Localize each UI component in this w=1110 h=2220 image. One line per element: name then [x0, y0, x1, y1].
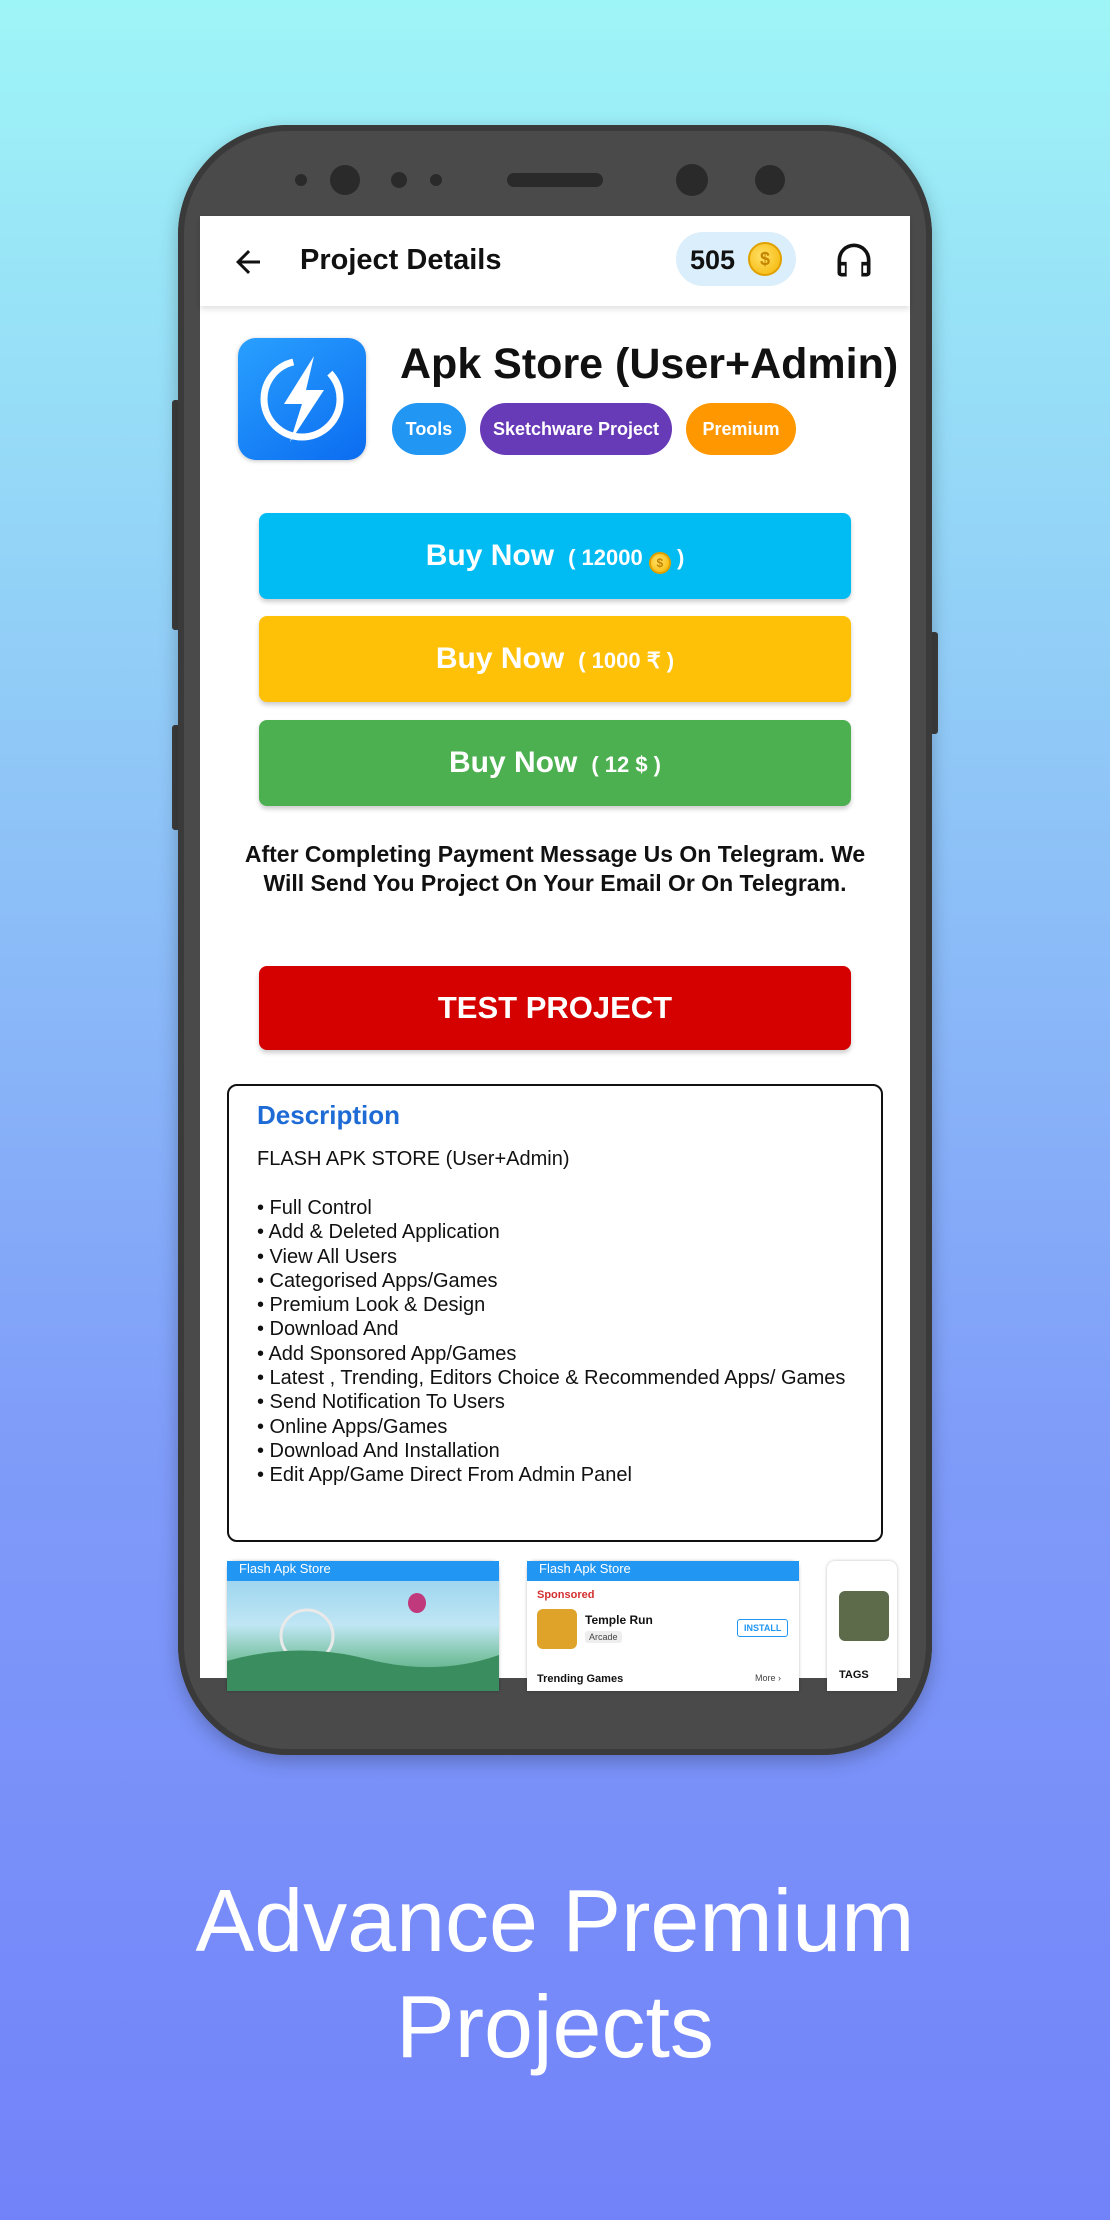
- app-logo: [238, 338, 366, 460]
- coin-icon: $: [748, 242, 782, 276]
- feature-item: • Edit App/Game Direct From Admin Panel: [257, 1464, 632, 1487]
- description-heading: Description: [257, 1100, 401, 1130]
- feature-item: • Download And Installation: [257, 1439, 500, 1462]
- headset-support-icon[interactable]: [832, 238, 876, 282]
- feature-item: • Download And: [257, 1318, 399, 1341]
- buy-price: ( 12 $ ): [591, 752, 662, 777]
- buy-label: Buy Now: [435, 642, 565, 675]
- feature-item: • Premium Look & Design: [257, 1294, 486, 1317]
- more-link: More ›: [755, 1673, 782, 1683]
- buy-price: [568, 545, 684, 570]
- screenshot-appbar: Flash Apk Store: [227, 1561, 499, 1581]
- back-arrow-icon[interactable]: [230, 244, 266, 280]
- feature-item: • View All Users: [257, 1245, 398, 1268]
- app-category: Arcade: [585, 1631, 622, 1643]
- screenshot-thumbnail[interactable]: [827, 1561, 897, 1691]
- feature-list: [257, 1196, 857, 1488]
- app-bar: [200, 216, 910, 306]
- buy-price-suffix: ): [676, 545, 685, 570]
- screenshot-thumbnail[interactable]: [527, 1561, 799, 1691]
- lightning-logo-icon: [238, 338, 366, 460]
- test-project-button[interactable]: TEST PROJECT: [259, 966, 851, 1050]
- sensor-dot: [430, 174, 442, 186]
- front-camera-icon: [330, 165, 360, 195]
- description-card: [227, 1084, 883, 1542]
- tags-label: TAGS: [839, 1669, 869, 1681]
- project-name: Apk Store (User+Admin): [400, 340, 899, 388]
- caption-line: Projects: [396, 1977, 714, 2076]
- page-title: Project Details: [300, 244, 502, 276]
- payment-note: After Completing Payment Message Us On Telegram. We Will Send You Project On Your Email Or On Telegram.: [244, 841, 866, 896]
- buy-rupee-button[interactable]: [259, 616, 851, 702]
- buy-label: Buy Now: [425, 539, 555, 572]
- app-name: Temple Run: [585, 1613, 653, 1627]
- buy-price: ( 1000 ₹ ): [578, 648, 675, 673]
- app-screen: [200, 216, 910, 1685]
- game-icon: [839, 1591, 889, 1641]
- caption-line: Advance Premium: [195, 1871, 915, 1970]
- buy-coins-button[interactable]: [259, 513, 851, 599]
- coin-count: 505: [690, 245, 736, 275]
- feature-item: • Add Sponsored App/Games: [257, 1342, 517, 1365]
- sensor-dot: [391, 172, 407, 188]
- screenshot-thumbnail[interactable]: [227, 1561, 499, 1691]
- game-banner-image: [227, 1581, 499, 1691]
- feature-item: • Send Notification To Users: [257, 1391, 505, 1414]
- temple-run-icon: [537, 1609, 577, 1649]
- feature-item: • Online Apps/Games: [257, 1415, 448, 1438]
- buy-label: Buy Now: [448, 746, 578, 779]
- island-scene-icon: [227, 1581, 499, 1691]
- coin-icon: $: [649, 552, 671, 574]
- feature-item: • Add & Deleted Application: [257, 1221, 500, 1244]
- feature-item: • Latest , Trending, Editors Choice & Recommended Apps/ Games: [257, 1367, 846, 1390]
- tag-sketchware[interactable]: Sketchware Project: [480, 403, 672, 455]
- buy-dollar-button[interactable]: [259, 720, 851, 806]
- trending-heading: Trending Games: [537, 1673, 624, 1685]
- screenshot-appbar: Flash Apk Store: [527, 1561, 799, 1581]
- feature-item: • Full Control: [257, 1197, 372, 1219]
- promo-caption: [0, 1868, 1110, 2080]
- tag-tools[interactable]: Tools: [392, 403, 466, 455]
- camera-icon: [676, 164, 708, 196]
- sensor-dot: [295, 174, 307, 186]
- description-title: FLASH APK STORE (User+Admin): [257, 1148, 570, 1170]
- earpiece-speaker: [507, 173, 603, 187]
- coin-balance[interactable]: [676, 232, 796, 286]
- buy-price-text: ( 12000: [568, 545, 643, 570]
- tag-premium[interactable]: Premium: [686, 403, 796, 455]
- feature-item: • Categorised Apps/Games: [257, 1269, 498, 1292]
- sponsored-label: Sponsored: [537, 1589, 595, 1601]
- camera-icon: [755, 165, 785, 195]
- install-button: INSTALL: [737, 1619, 788, 1637]
